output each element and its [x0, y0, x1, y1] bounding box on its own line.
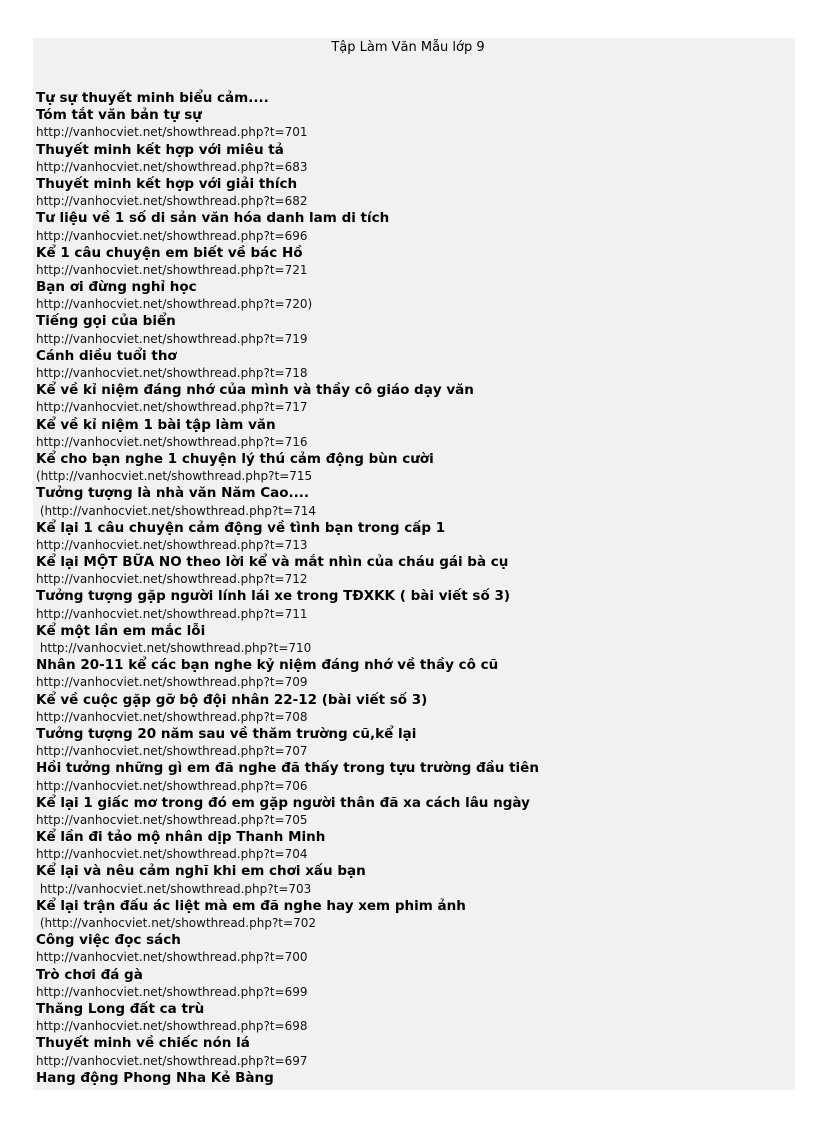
entry-heading: Kể cho bạn nghe 1 chuyện lý thú cảm động bùn cười [36, 450, 434, 467]
entry-heading: Thăng Long đất ca trù [36, 1000, 205, 1017]
entry-link[interactable]: http://vanhocviet.net/showthread.php?t=710 [36, 641, 312, 655]
entry-link[interactable]: http://vanhocviet.net/showthread.php?t=699 [36, 984, 308, 999]
entry-link[interactable]: http://vanhocviet.net/showthread.php?t=719 [36, 331, 308, 346]
entry-link[interactable]: http://vanhocviet.net/showthread.php?t=711 [36, 606, 308, 621]
entry-link[interactable]: http://vanhocviet.net/showthread.php?t=717 [36, 400, 308, 415]
entry-heading: Nhân 20-11 kể các bạn nghe kỷ niệm đáng nhớ về thầy cô cũ [36, 657, 499, 674]
entry-link[interactable]: http://vanhocviet.net/showthread.php?t=708 [36, 709, 308, 724]
entry-link[interactable]: (http://vanhocviet.net/showthread.php?t=715 [36, 469, 313, 484]
entry-heading: Tư liệu về 1 số di sản văn hóa danh lam di tích [36, 210, 390, 227]
entry-link[interactable]: http://vanhocviet.net/showthread.php?t=704 [36, 847, 308, 862]
entry-heading: Kể lại MỘT BỮA NO theo lời kể và mắt nhìn của cháu gái bà cụ [36, 554, 509, 571]
entry-link[interactable]: http://vanhocviet.net/showthread.php?t=700 [36, 950, 308, 965]
entry-heading: Hang động Phong Nha Kẻ Bàng [36, 1069, 274, 1086]
entry-heading: Tóm tắt văn bản tự sự [36, 107, 202, 124]
entry-link[interactable]: http://vanhocviet.net/showthread.php?t=683 [36, 159, 308, 174]
entry-heading: Cánh diều tuổi thơ [36, 347, 177, 364]
entry-heading: Kể về cuộc gặp gỡ bộ đội nhân 22-12 (bài viết số 3) [36, 691, 428, 708]
entry-link[interactable]: http://vanhocviet.net/showthread.php?t=703 [36, 881, 312, 896]
entry-link[interactable]: (http://vanhocviet.net/showthread.php?t=714 [36, 503, 316, 518]
entry-heading: Kể lại và nêu cảm nghĩ khi em chơi xấu bạn [36, 863, 366, 880]
entry-heading: Kể lại 1 giấc mơ trong đó em gặp người thân đã xa cách lâu ngày [36, 794, 530, 811]
entry-link[interactable]: http://vanhocviet.net/showthread.php?t=709 [36, 675, 308, 690]
entry-heading: Kể lại 1 câu chuyện cảm động về tình bạn trong cấp 1 [36, 519, 446, 536]
entry-link[interactable]: http://vanhocviet.net/showthread.php?t=713 [36, 537, 308, 552]
entry-link[interactable]: http://vanhocviet.net/showthread.php?t=705 [36, 812, 308, 827]
entry-link[interactable]: http://vanhocviet.net/showthread.php?t=720) [36, 297, 313, 312]
entry-link[interactable]: http://vanhocviet.net/showthread.php?t=718 [36, 366, 308, 380]
entry-heading: Tưởng tượng là nhà văn Năm Cao.... [36, 485, 310, 502]
entry-heading: Kể 1 câu chuyện em biết về bác Hồ [36, 244, 303, 261]
entry-link[interactable]: http://vanhocviet.net/showthread.php?t=706 [36, 778, 308, 793]
entry-link[interactable]: http://vanhocviet.net/showthread.php?t=721 [36, 262, 308, 277]
entry-heading: Thuyết minh về chiếc nón lá [36, 1035, 250, 1052]
entry-heading: Kể về kỉ niệm 1 bài tập làm văn [36, 416, 276, 433]
entry-heading: Tiếng gọi của biển [36, 313, 176, 330]
entry-heading: Kể lại trận đấu ác liệt mà em đã nghe hay xem phim ảnh [36, 897, 466, 914]
entry-link[interactable]: http://vanhocviet.net/showthread.php?t=707 [36, 744, 308, 759]
entry-heading: Kể về kỉ niệm đáng nhớ của mình và thầy cô giáo dạy văn [36, 382, 474, 399]
entry-link[interactable]: http://vanhocviet.net/showthread.php?t=712 [36, 572, 308, 587]
entry-link[interactable]: http://vanhocviet.net/showthread.php?t=696 [36, 228, 308, 243]
entry-link[interactable]: http://vanhocviet.net/showthread.php?t=698 [36, 1019, 308, 1034]
entry-link[interactable]: http://vanhocviet.net/showthread.php?t=701 [36, 125, 308, 140]
entry-heading: Kể lần đi tảo mộ nhân dịp Thanh Minh [36, 829, 326, 846]
entry-link[interactable]: http://vanhocviet.net/showthread.php?t=716 [36, 434, 308, 449]
entry-heading: Trò chơi đá gà [36, 966, 143, 983]
entry-heading: Kể một lần em mắc lỗi [36, 622, 206, 639]
entries-container [36, 107, 786, 1070]
entry-list [36, 90, 786, 1087]
entry-heading: Hồi tưởng những gì em đã nghe đã thấy trong tựu trường đầu tiên [36, 760, 539, 777]
entry-heading: Thuyết minh kết hợp với giải thích [36, 175, 298, 192]
entry-heading: Thuyết minh kết hợp với miêu tả [36, 141, 284, 158]
document-title: Tập Làm Văn Mẫu lớp 9 [331, 40, 485, 55]
entry-heading: Tưởng tượng 20 năm sau về thăm trường cũ,kể lại [36, 725, 417, 742]
entry-heading: Tưởng tượng gặp người lính lái xe trong TĐXKK ( bài viết số 3) [36, 588, 511, 605]
entry-link[interactable]: http://vanhocviet.net/showthread.php?t=697 [36, 1053, 308, 1068]
entry-heading: Bạn ơi đừng nghỉ học [36, 279, 197, 296]
entry-link[interactable]: http://vanhocviet.net/showthread.php?t=682 [36, 194, 308, 209]
entry-link[interactable]: (http://vanhocviet.net/showthread.php?t=702 [36, 916, 316, 930]
entry-heading: Công việc đọc sách [36, 932, 181, 949]
intro-heading: Tự sự thuyết minh biểu cảm.... [36, 90, 269, 106]
